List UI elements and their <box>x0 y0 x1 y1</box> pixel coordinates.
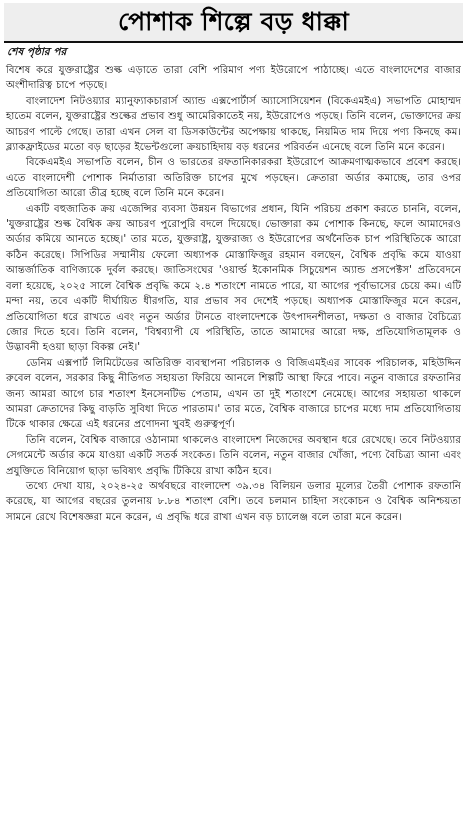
headline-box <box>4 3 463 43</box>
paragraph-7: তথ্যে দেখা যায়, ২০২৪-২৫ অর্থবছরে বাংলাদেশ ৩৯.৩৪ বিলিয়ন ডলার মূল্যের তৈরী পোশাক রফতানি করেছে, যা আগের বছরের তুলনায় ৮.৮৪ শতাংশ বেশি। তবে চলমান চাহিদা সংকোচন ও বৈশ্বিক অনিশ্চয়তা সামনে রেখে বিশেষজ্ঞরা মনে করেন, এ প্রবৃদ্ধি ধরে রাখা এখন বড় চ্যালেঞ্জ বলে তারা মনে করেন। <box>6 480 461 523</box>
paragraph-6: তিনি বলেন, বৈশ্বিক বাজারে ওঠানামা থাকলেও বাংলাদেশ নিজেদের অবস্থান ধরে রেখেছে। তবে নিটওয়্যার সেগমেন্টে অর্ডার কমে যাওয়া একটি সতর্ক সংকেত। তিনি বলেন, নতুন বাজার খোঁজা, পণ্যে বৈচিত্র্য আনা এবং প্রযুক্তিতে বিনিয়োগ ছাড়া ভবিষ্যৎ প্রবৃদ্ধি টিকিয়ে রাখা কঠিন হবে। <box>6 434 461 477</box>
article-body <box>6 63 461 525</box>
paragraph-4: একটি বহুজাতিক ক্রয় এজেন্সির ব্যবসা উন্নয়ন বিভাগের প্রধান, যিনি পরিচয় প্রকাশ করতে চাননি, বলেন, 'যুক্তরাষ্ট্রের শুল্ক বৈশ্বিক ক্রয় আচরণ পুরোপুরি বদলে দিয়েছে। ভোক্তারা কম পোশাক কিনছে, ফলে আমাদেরও অর্ডার কমিয়ে আনতে হচ্ছে।' তার মতে, যুক্তরাষ্ট্র, যুক্তরাজ্য ও ইউরোপের অর্থনৈতিক চাপ পরিস্থিতিকে আরো কঠিন করেছে। সিপিডির সম্মানীয় ফেলো অধ্যাপক মোস্তাফিজুর রহমান বলছেন, বৈশ্বিক প্রবৃদ্ধি কমে যাওয়া আন্তর্জাতিক বাণিজ্যকে দুর্বল করছে। জাতিসংঘের 'ওয়ার্ল্ড ইকোনমিক সিচুয়েশন অ্যান্ড প্রসপেক্টস' প্রতিবেদনে বলা হয়েছে, ২০২৫ সালে বৈশ্বিক প্রবৃদ্ধি কমে ২.৪ শতাংশে নামতে পারে, যা আগের পূর্বাভাসের চেয়ে কম। এটি মন্দা নয়, তবে একটি দীর্ঘায়িত ধীরগতি, যার প্রভাব সব দেশেই পড়ছে। অধ্যাপক মোস্তাফিজুর মনে করেন, প্রতিযোগিতা ধরে রাখতে এবং নতুন অর্ডার টানতে বাংলাদেশকে উৎপাদনশীলতা, দক্ষতা ও বাজার বৈচিত্র্যে জোর দিতে হবে। তিনি বলেন, 'বিশ্বব্যাপী যে পরিস্থিতি, তাতে আমাদের আরো দক্ষ, প্রতিযোগিতামূলক ও উদ্ভাবনী হওয়া ছাড়া বিকল্প নেই।' <box>6 203 461 354</box>
paragraph-5: ডেনিম এক্সপার্ট লিমিটেডের অতিরিক্ত ব্যবস্থাপনা পরিচালক ও বিজিএমইএর সাবেক পরিচালক, মহিউদ্দিন রুবেল বলেন, সরকার কিছু নীতিগত সহায়তা ফিরিয়ে আনলে শিল্পটি আস্থা ফিরে পাবে। নতুন বাজারে রফতানির জন্য আমরা আগে চার শতাংশ ইনসেনটিভ পেতাম, এখন তা দুই শতাংশে নেমেছে। আগের সহায়তা থাকলে আমরা ক্রেতাদের কিছু বাড়তি সুবিধা দিতে পারতাম।' তার মতে, বৈশ্বিক বাজারে চাপের মধ্যে দাম প্রতিযোগিতায় টিকে থাকার ক্ষেত্রে এই ধরনের প্রণোদনা খুবই গুরুত্বপূর্ণ। <box>6 357 461 431</box>
paragraph-3: বিকেএমইএ সভাপতি বলেন, চীন ও ভারতের রফতানিকারকরা ইউরোপে আক্রমণাত্মকভাবে প্রবেশ করছে। এতে বাংলাদেশী পোশাক নির্মাতারা অতিরিক্ত চাপের মুখে পড়ছেন। ক্রেতারা অর্ডার কমাচ্ছে, তার ওপর প্রতিযোগিতা আরো তীব্র হচ্ছে বলে তিনি মনে করেন। <box>6 157 461 200</box>
paragraph-1: বিশেষ করে যুক্তরাষ্ট্রের শুল্ক এড়াতে তারা বেশি পরিমাণ পণ্য ইউরোপে পাঠাচ্ছে। এতে বাংলাদেশের বাজার অংশীদারিত্ব চাপে পড়ছে। <box>6 65 461 92</box>
headline: পোশাক শিল্পে বড় ধাক্কা <box>118 7 349 36</box>
paragraph-2: বাংলাদেশ নিটওয়্যার ম্যানুফ্যাকচারার্স অ্যান্ড এক্সপোর্টার্স অ্যাসোসিয়েশন (বিকেএমইএ) সভাপতি মোহাম্মদ হাতেম বলেন, যুক্তরাষ্ট্রের শুল্কের প্রভাব শুধু আমেরিকাতেই নয়, ইউরোপেও পড়ছে। তিনি বলেন, ভোক্তাদের ক্রয় আচরণ পাল্টে গেছে। তারা এখন সেল বা ডিসকাউন্টের অপেক্ষায় থাকছে, নিয়মিত দাম দিয়ে পণ্য কিনছে কম। ব্ল্যাকফ্রাইডের মতো বড় ছাড়ের ইভেন্টগুলো ক্রয়চাহিদায় বড় ধরনের পরিবর্তন এনেছে বলে তিনি মনে করেন। <box>6 95 461 154</box>
continued-from-label: শেষ পৃষ্ঠার পর <box>7 46 67 58</box>
